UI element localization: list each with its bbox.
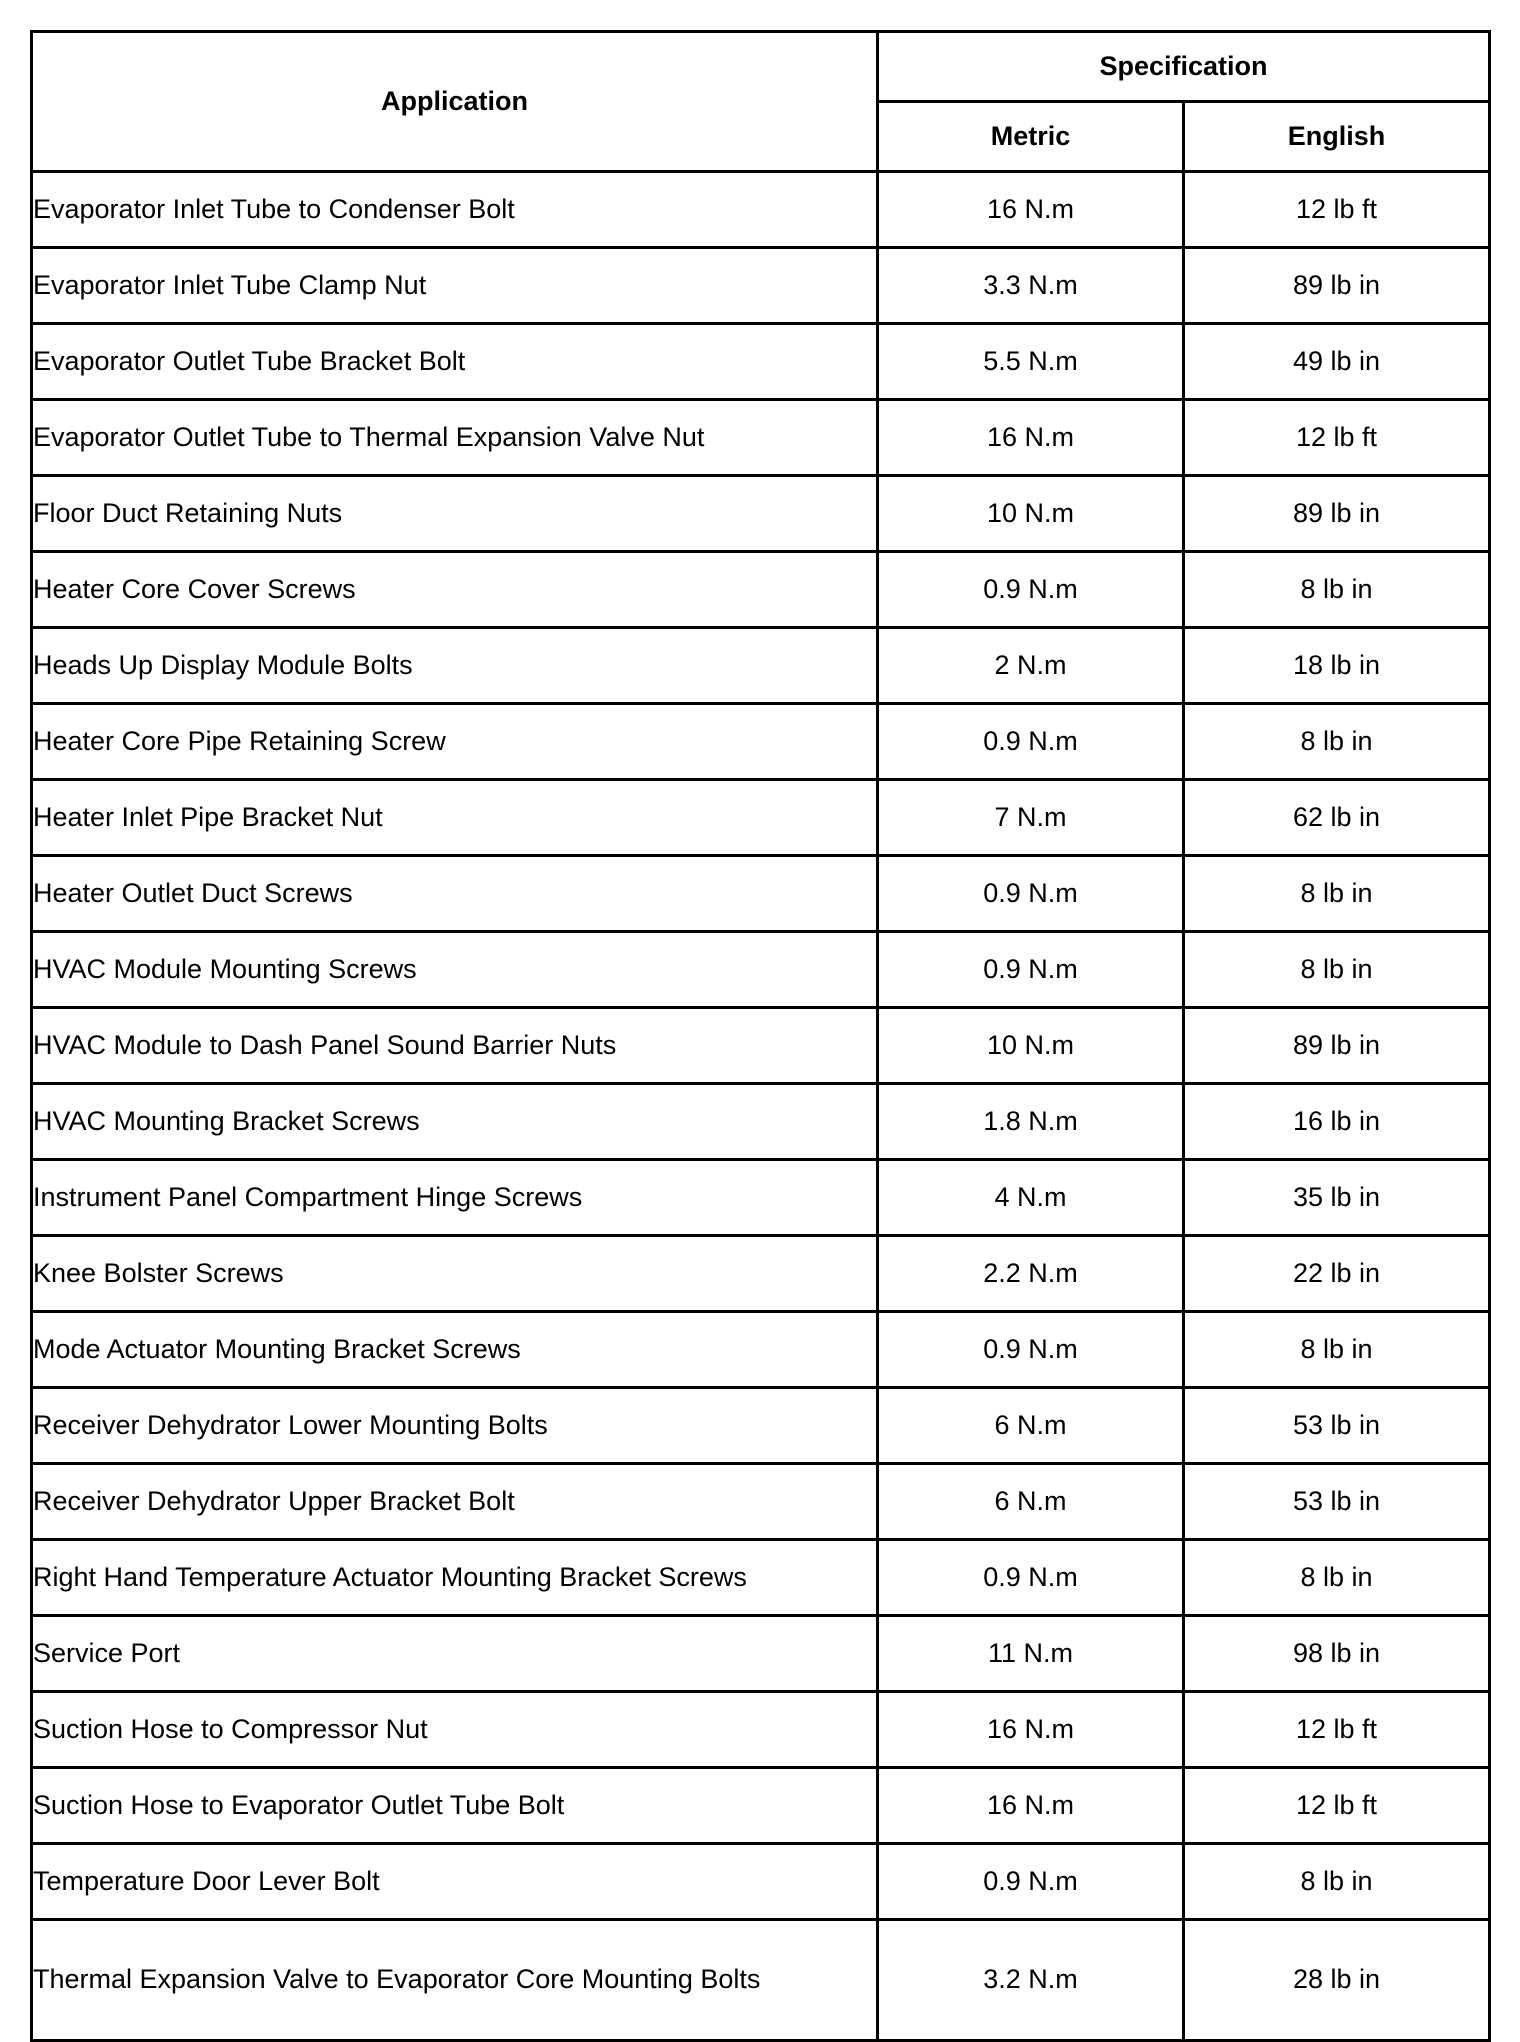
english-cell: 22 lb in <box>1184 1236 1490 1312</box>
table-row <box>32 1084 1490 1160</box>
table-row <box>32 1692 1490 1768</box>
metric-cell: 2 N.m <box>878 628 1184 704</box>
metric-cell: 0.9 N.m <box>878 552 1184 628</box>
table-row <box>32 704 1490 780</box>
english-cell: 8 lb in <box>1184 704 1490 780</box>
metric-cell: 6 N.m <box>878 1464 1184 1540</box>
table-row <box>32 1388 1490 1464</box>
table-row <box>32 932 1490 1008</box>
application-cell: Thermal Expansion Valve to Evaporator Core Mounting Bolts <box>32 1920 878 2041</box>
metric-cell: 5.5 N.m <box>878 324 1184 400</box>
metric-cell: 3.2 N.m <box>878 1920 1184 2041</box>
metric-cell: 10 N.m <box>878 1008 1184 1084</box>
application-cell: HVAC Module to Dash Panel Sound Barrier Nuts <box>32 1008 878 1084</box>
english-cell: 8 lb in <box>1184 1540 1490 1616</box>
metric-header: Metric <box>878 102 1184 172</box>
english-cell: 8 lb in <box>1184 1844 1490 1920</box>
english-header: English <box>1184 102 1490 172</box>
metric-cell: 16 N.m <box>878 1768 1184 1844</box>
metric-cell: 0.9 N.m <box>878 1540 1184 1616</box>
specification-header: Specification <box>878 32 1490 102</box>
application-cell: Service Port <box>32 1616 878 1692</box>
table-row <box>32 400 1490 476</box>
table-row <box>32 1768 1490 1844</box>
metric-cell: 0.9 N.m <box>878 932 1184 1008</box>
english-cell: 89 lb in <box>1184 1008 1490 1084</box>
english-cell: 35 lb in <box>1184 1160 1490 1236</box>
table-row <box>32 1540 1490 1616</box>
table-row <box>32 780 1490 856</box>
application-cell: Receiver Dehydrator Upper Bracket Bolt <box>32 1464 878 1540</box>
application-cell: Heater Core Pipe Retaining Screw <box>32 704 878 780</box>
english-cell: 53 lb in <box>1184 1388 1490 1464</box>
application-cell: Evaporator Outlet Tube Bracket Bolt <box>32 324 878 400</box>
table-row <box>32 856 1490 932</box>
metric-cell: 10 N.m <box>878 476 1184 552</box>
english-cell: 12 lb ft <box>1184 1768 1490 1844</box>
metric-cell: 0.9 N.m <box>878 1312 1184 1388</box>
application-cell: Heads Up Display Module Bolts <box>32 628 878 704</box>
application-cell: Suction Hose to Evaporator Outlet Tube Bolt <box>32 1768 878 1844</box>
table-header <box>32 32 1490 172</box>
english-cell: 12 lb ft <box>1184 172 1490 248</box>
table-body <box>32 172 1490 2041</box>
application-cell: Temperature Door Lever Bolt <box>32 1844 878 1920</box>
metric-cell: 0.9 N.m <box>878 856 1184 932</box>
table-row <box>32 628 1490 704</box>
metric-cell: 16 N.m <box>878 1692 1184 1768</box>
application-cell: HVAC Mounting Bracket Screws <box>32 1084 878 1160</box>
table-row <box>32 1616 1490 1692</box>
application-cell: Heater Inlet Pipe Bracket Nut <box>32 780 878 856</box>
metric-cell: 4 N.m <box>878 1160 1184 1236</box>
table-row <box>32 552 1490 628</box>
metric-cell: 16 N.m <box>878 400 1184 476</box>
application-cell: Right Hand Temperature Actuator Mounting Bracket Screws <box>32 1540 878 1616</box>
application-cell: Evaporator Inlet Tube Clamp Nut <box>32 248 878 324</box>
application-cell: Heater Outlet Duct Screws <box>32 856 878 932</box>
english-cell: 8 lb in <box>1184 1312 1490 1388</box>
english-cell: 53 lb in <box>1184 1464 1490 1540</box>
metric-cell: 6 N.m <box>878 1388 1184 1464</box>
metric-cell: 16 N.m <box>878 172 1184 248</box>
metric-cell: 0.9 N.m <box>878 704 1184 780</box>
english-cell: 12 lb ft <box>1184 400 1490 476</box>
application-cell: Receiver Dehydrator Lower Mounting Bolts <box>32 1388 878 1464</box>
application-cell: Mode Actuator Mounting Bracket Screws <box>32 1312 878 1388</box>
application-cell: Instrument Panel Compartment Hinge Screws <box>32 1160 878 1236</box>
application-cell: Evaporator Inlet Tube to Condenser Bolt <box>32 172 878 248</box>
english-cell: 8 lb in <box>1184 932 1490 1008</box>
english-cell: 62 lb in <box>1184 780 1490 856</box>
english-cell: 28 lb in <box>1184 1920 1490 2041</box>
application-cell: Evaporator Outlet Tube to Thermal Expansion Valve Nut <box>32 400 878 476</box>
application-cell: Suction Hose to Compressor Nut <box>32 1692 878 1768</box>
application-cell: HVAC Module Mounting Screws <box>32 932 878 1008</box>
table-row <box>32 1236 1490 1312</box>
metric-cell: 2.2 N.m <box>878 1236 1184 1312</box>
english-cell: 16 lb in <box>1184 1084 1490 1160</box>
english-cell: 8 lb in <box>1184 552 1490 628</box>
application-cell: Floor Duct Retaining Nuts <box>32 476 878 552</box>
table-row <box>32 1464 1490 1540</box>
table-row <box>32 1312 1490 1388</box>
table-row <box>32 1920 1490 2041</box>
metric-cell: 1.8 N.m <box>878 1084 1184 1160</box>
english-cell: 12 lb ft <box>1184 1692 1490 1768</box>
metric-cell: 3.3 N.m <box>878 248 1184 324</box>
table-row <box>32 476 1490 552</box>
torque-spec-table <box>30 30 1491 2042</box>
table-row <box>32 1160 1490 1236</box>
application-header: Application <box>32 32 878 172</box>
table-row <box>32 324 1490 400</box>
table-row <box>32 1844 1490 1920</box>
table-row <box>32 172 1490 248</box>
metric-cell: 0.9 N.m <box>878 1844 1184 1920</box>
application-cell: Heater Core Cover Screws <box>32 552 878 628</box>
english-cell: 98 lb in <box>1184 1616 1490 1692</box>
table-row <box>32 248 1490 324</box>
english-cell: 18 lb in <box>1184 628 1490 704</box>
metric-cell: 7 N.m <box>878 780 1184 856</box>
english-cell: 8 lb in <box>1184 856 1490 932</box>
metric-cell: 11 N.m <box>878 1616 1184 1692</box>
english-cell: 49 lb in <box>1184 324 1490 400</box>
application-cell: Knee Bolster Screws <box>32 1236 878 1312</box>
english-cell: 89 lb in <box>1184 476 1490 552</box>
table-row <box>32 1008 1490 1084</box>
english-cell: 89 lb in <box>1184 248 1490 324</box>
